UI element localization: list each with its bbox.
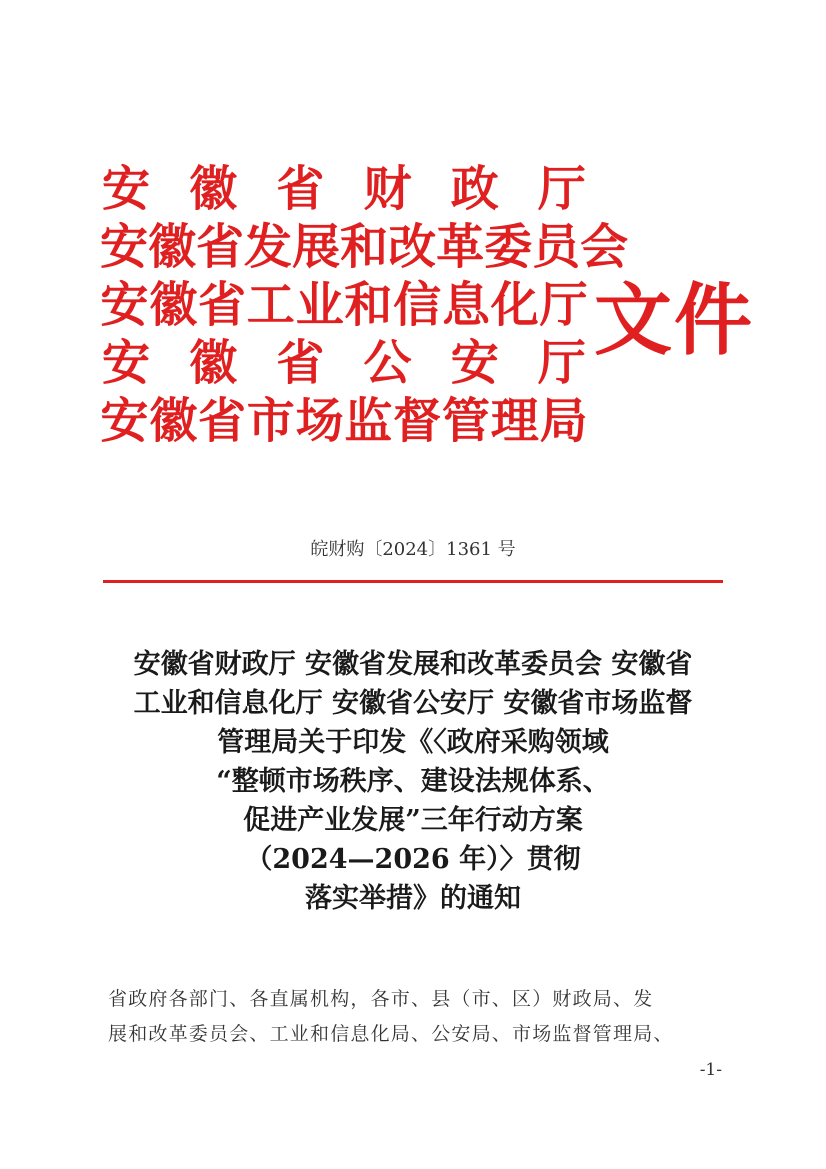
issuer-character: 市	[246, 393, 295, 449]
issuer-character: 徽	[149, 393, 198, 449]
body-line: 省政府各部门、各直属机构，各市、县（市、区）财政局、发	[108, 988, 654, 1010]
issuer-character: 安	[450, 335, 499, 391]
issuer-character: 省	[276, 335, 325, 391]
body-text	[108, 982, 728, 1052]
issuer-character: 徽	[189, 161, 238, 217]
issuer-character: 安	[100, 393, 149, 449]
issuer-character: 安	[101, 161, 150, 217]
document-title	[80, 645, 746, 918]
issuer-character: 改	[388, 219, 437, 275]
issuer-character: 信	[393, 277, 442, 333]
issuer-character: 厅	[537, 335, 586, 391]
title-line: 工业和信息化厅 安徽省公安厅 安徽省市场监督	[133, 688, 693, 719]
issuer-character: 息	[441, 277, 490, 333]
issuer-character: 监	[344, 393, 393, 449]
issuer-character: 省	[197, 393, 246, 449]
issuer-character: 展	[292, 219, 341, 275]
title-line: 管理局关于印发《〈政府采购领域	[217, 727, 609, 758]
issuer-character: 理	[490, 393, 539, 449]
title-line: “整顿市场秩序、建设法规体系、	[216, 766, 610, 797]
issuer-character: 和	[340, 219, 389, 275]
issuer-character: 化	[490, 277, 539, 333]
title-line: 促进产业发展”三年行动方案	[243, 805, 583, 836]
title-line: 安徽省财政厅 安徽省发展和改革委员会 安徽省	[133, 649, 693, 680]
issuer-character: 安	[100, 277, 149, 333]
issuer-character: 场	[295, 393, 344, 449]
issuer-character: 省	[196, 219, 245, 275]
issuer-finance-department	[100, 160, 588, 218]
issuer-character: 省	[197, 277, 246, 333]
issuer-character: 政	[450, 161, 499, 217]
issuer-character: 安	[101, 335, 150, 391]
body-line: 展和改革委员会、工业和信息化局、公安局、市场监督管理局、	[108, 1023, 674, 1045]
issuer-character: 和	[344, 277, 393, 333]
issuer-character: 业	[295, 277, 344, 333]
document-number: 皖财购〔2024〕1361 号	[310, 539, 516, 560]
page-number: -1-	[699, 1060, 722, 1080]
title-line: 落实举措》的通知	[305, 883, 521, 914]
issuer-market-regulation-bureau	[100, 392, 588, 450]
issuer-character: 徽	[148, 219, 197, 275]
issuer-character: 徽	[149, 277, 198, 333]
issuer-character: 财	[363, 161, 412, 217]
issuer-industry-it-department	[100, 276, 588, 334]
issuer-character: 厅	[539, 277, 588, 333]
issuer-character: 员	[532, 219, 581, 275]
issuer-character: 管	[441, 393, 490, 449]
title-line: （2024—2026 年）〉贯彻	[245, 844, 581, 875]
issuer-development-reform-commission	[100, 218, 629, 276]
red-divider-line	[103, 580, 723, 583]
issuer-public-security-department	[100, 334, 588, 392]
issuer-character: 工	[246, 277, 295, 333]
issuer-character: 会	[580, 219, 629, 275]
issuer-character: 局	[539, 393, 588, 449]
issuer-character: 发	[244, 219, 293, 275]
issuer-header	[100, 160, 755, 460]
issuer-character: 徽	[189, 335, 238, 391]
issuer-character: 委	[484, 219, 533, 275]
issuer-character: 公	[363, 335, 412, 391]
issuer-character: 安	[100, 219, 149, 275]
issuer-character: 督	[393, 393, 442, 449]
issuer-character: 省	[276, 161, 325, 217]
issuer-character: 革	[436, 219, 485, 275]
document-type-label: 文件	[594, 275, 755, 366]
issuer-character: 厅	[537, 161, 586, 217]
